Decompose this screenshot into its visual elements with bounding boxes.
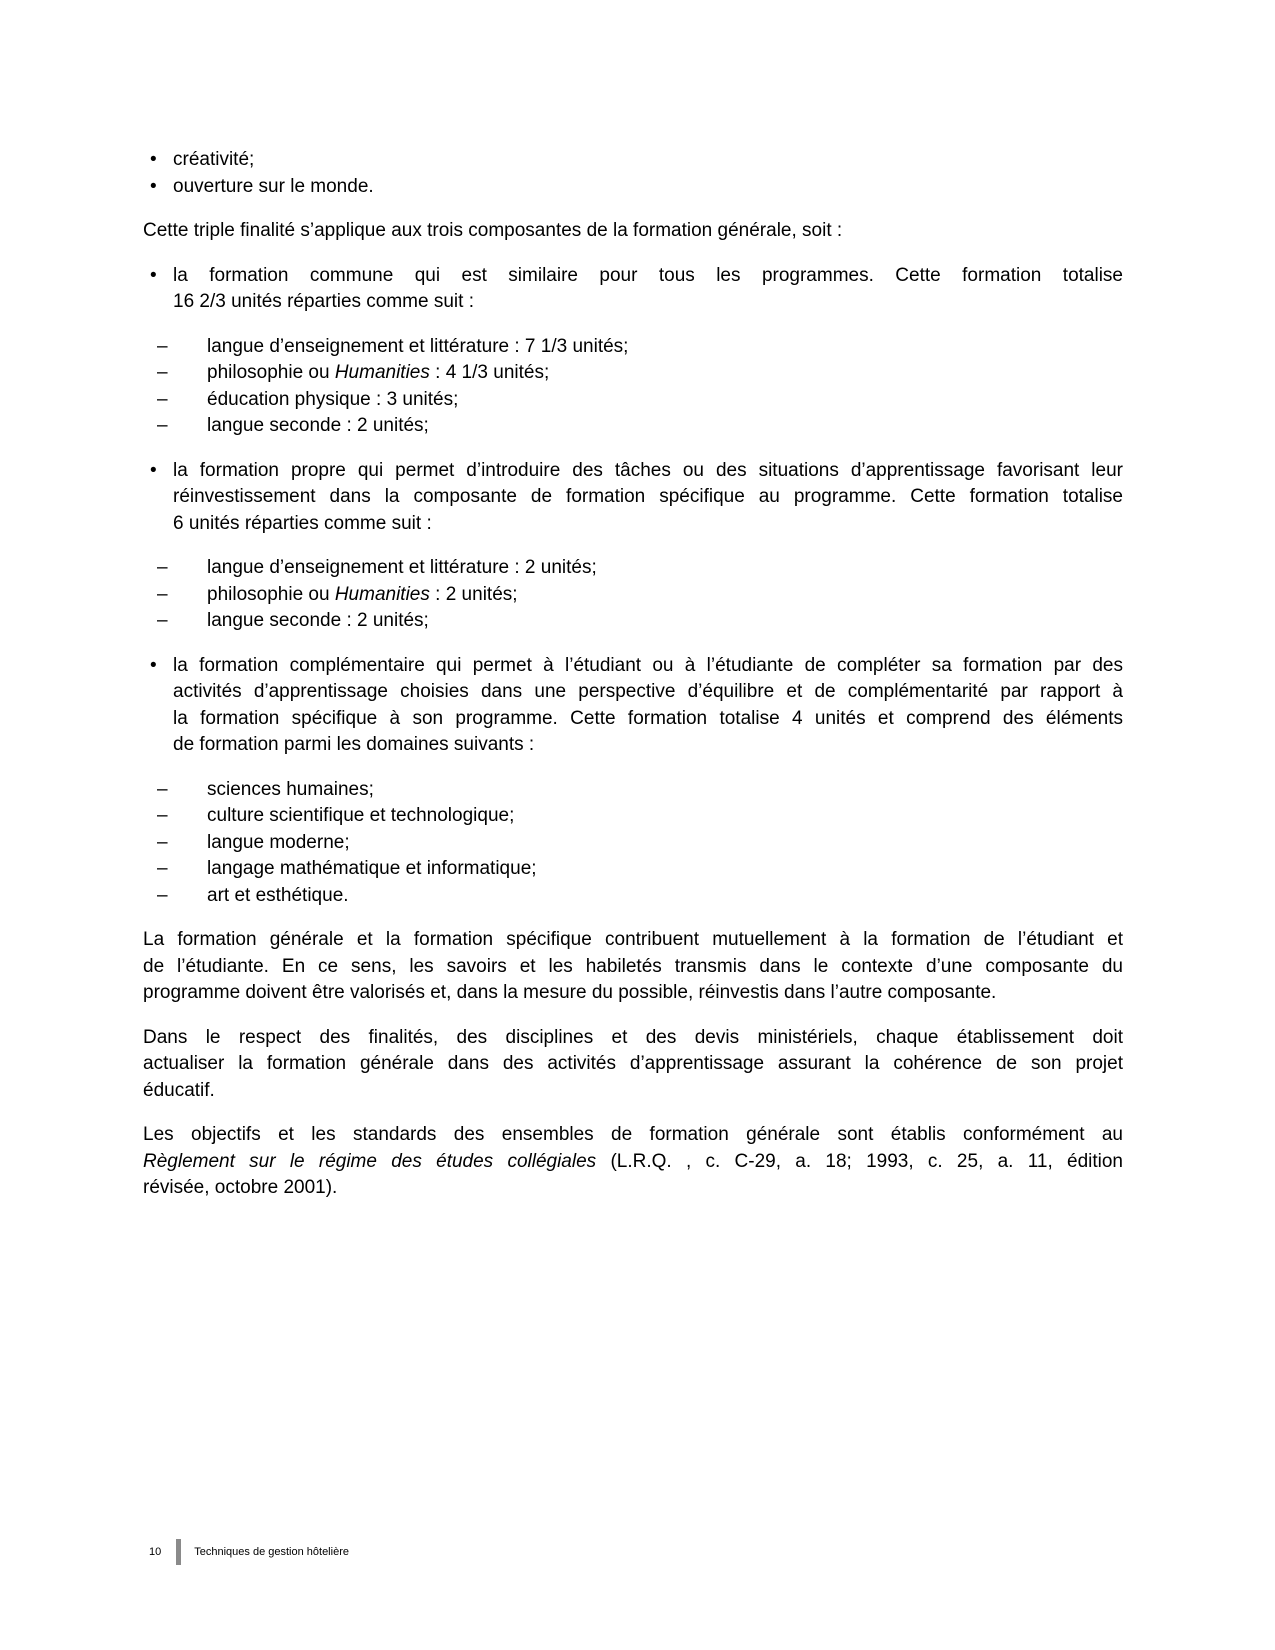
list-item-text: langue seconde : 2 unités;: [207, 610, 429, 631]
dash-icon: –: [157, 335, 168, 357]
text-italic: Règlement sur le régime des études collégiales: [143, 1150, 597, 1172]
list-item-text: sciences humaines;: [207, 778, 374, 800]
paragraph-line: La formation générale et la formation spécifique contribuent mutuellement à la formation de l’étudiant et: [143, 929, 1123, 950]
text-regular: philosophie ou: [207, 362, 335, 383]
text-regular: philosophie ou: [207, 583, 335, 605]
dash-icon: –: [157, 415, 168, 436]
bullet-text: [173, 653, 1123, 759]
list-item-text: art et esthétique.: [207, 884, 349, 906]
dash-icon: –: [157, 557, 168, 578]
dash-list-complementaire: [143, 777, 1123, 910]
paragraph-line: la formation complémentaire qui permet à l’étudiant ou à l’étudiante de compléter sa formation par des: [173, 654, 1123, 676]
list-item-text: langue moderne;: [207, 831, 350, 853]
list-item: [143, 856, 1123, 883]
bullet-icon: •: [150, 175, 157, 197]
paragraph-line: Cette triple finalité s’applique aux trois composantes de la formation générale, soit :: [143, 220, 843, 241]
paragraph-line: activités d’apprentissage choisies dans une perspective d’équilibre et de complémentarité par rapport à: [173, 681, 1123, 702]
dash-icon: –: [157, 858, 168, 879]
footer-title: Techniques de gestion hôtelière: [194, 1546, 349, 1558]
list-item: [143, 413, 1123, 440]
list-item: [143, 174, 1123, 201]
bullet-formation-commune: [143, 263, 1123, 316]
list-item: [143, 555, 1123, 582]
paragraph-line: révisée, octobre 2001).: [143, 1177, 338, 1198]
list-item-text: créativité;: [173, 149, 255, 170]
list-item-text: ouverture sur le monde.: [173, 175, 374, 197]
paragraph-line: 6 unités réparties comme suit :: [173, 512, 432, 534]
list-item: [143, 334, 1123, 361]
paragraph-line: de formation parmi les domaines suivants :: [173, 734, 535, 755]
text-regular: : 4 1/3 unités;: [429, 362, 550, 383]
paragraph-line: réinvestissement dans la composante de formation spécifique au programme. Cette formation totalise: [173, 486, 1123, 507]
paragraph-line: de l’étudiante. En ce sens, les savoirs et les habiletés transmis dans le contexte d’une composante du: [143, 955, 1123, 977]
dash-icon: –: [157, 583, 168, 605]
dash-icon: –: [157, 388, 168, 410]
page-number: 10: [149, 1546, 162, 1558]
paragraph-line: la formation commune qui est similaire pour tous les programmes. Cette formation totalise: [173, 264, 1123, 286]
list-item-text: langue d’enseignement et littérature : 2 unités;: [207, 557, 597, 578]
list-item: [143, 830, 1123, 857]
list-item-text: [207, 362, 549, 383]
bullet-formation-propre: [143, 458, 1123, 538]
list-item-text: éducation physique : 3 unités;: [207, 388, 459, 410]
dash-list-propre: [143, 555, 1123, 635]
bullet-text: [173, 458, 1123, 538]
list-item: [143, 582, 1123, 609]
text-italic: Humanities: [334, 362, 430, 383]
paragraph-line: actualiser la formation générale dans des activités d’apprentissage assurant la cohérence de son projet: [143, 1053, 1123, 1074]
paragraph-line: 16 2/3 unités réparties comme suit :: [173, 291, 474, 312]
footer-separator: [176, 1539, 181, 1565]
paragraph-respect: [143, 1025, 1123, 1105]
dash-icon: –: [157, 362, 168, 383]
paragraph-line: [143, 1149, 1123, 1176]
list-item-text: culture scientifique et technologique;: [207, 805, 515, 826]
paragraph-objectifs: [143, 1122, 1123, 1202]
text-regular: : 2 unités;: [429, 583, 518, 605]
document-body: [143, 147, 1123, 1202]
bullet-formation-complementaire: [143, 653, 1123, 759]
bullet-icon: •: [150, 654, 157, 676]
dash-icon: –: [157, 805, 168, 826]
bullet-text: [173, 263, 1123, 316]
dash-icon: –: [157, 831, 168, 853]
intro-paragraph: [143, 218, 1123, 245]
text-italic: Humanities: [334, 583, 430, 605]
text-regular: (L.R.Q. , c. C-29, a. 18; 1993, c. 25, a. 11, édition: [596, 1150, 1123, 1172]
dash-icon: –: [157, 778, 168, 800]
list-item-text: [207, 584, 518, 605]
list-item: [143, 360, 1123, 387]
list-item: [143, 387, 1123, 414]
paragraph-mutuelle: [143, 927, 1123, 1007]
dash-icon: –: [157, 884, 168, 906]
list-item: [143, 777, 1123, 804]
dash-icon: –: [157, 610, 168, 631]
paragraph-line: Dans le respect des finalités, des disciplines et des devis ministériels, chaque établissement doit: [143, 1026, 1123, 1048]
list-item: [143, 147, 1123, 174]
bullet-icon: •: [150, 149, 157, 170]
list-item: [143, 883, 1123, 910]
page-footer: [149, 1538, 349, 1566]
paragraph-line: la formation spécifique à son programme. Cette formation totalise 4 unités et comprend des éléments: [173, 707, 1123, 729]
list-item-text: langage mathématique et informatique;: [207, 858, 537, 879]
paragraph-line: la formation propre qui permet d’introduire des tâches ou des situations d’apprentissage favorisant leur: [173, 459, 1123, 481]
list-item-text: langue seconde : 2 unités;: [207, 415, 429, 436]
paragraph-line: programme doivent être valorisés et, dans la mesure du possible, réinvestis dans l’autre composante.: [143, 982, 997, 1003]
paragraph-line: éducatif.: [143, 1079, 215, 1101]
dash-list-commune: [143, 334, 1123, 440]
bullet-icon: •: [150, 264, 157, 286]
bullet-icon: •: [150, 459, 157, 481]
list-item: [143, 608, 1123, 635]
list-item-text: langue d’enseignement et littérature : 7 1/3 unités;: [207, 335, 629, 357]
paragraph-line: Les objectifs et les standards des ensembles de formation générale sont établis conformément au: [143, 1124, 1123, 1145]
finalites-bullet-list: [143, 147, 1123, 200]
list-item: [143, 803, 1123, 830]
